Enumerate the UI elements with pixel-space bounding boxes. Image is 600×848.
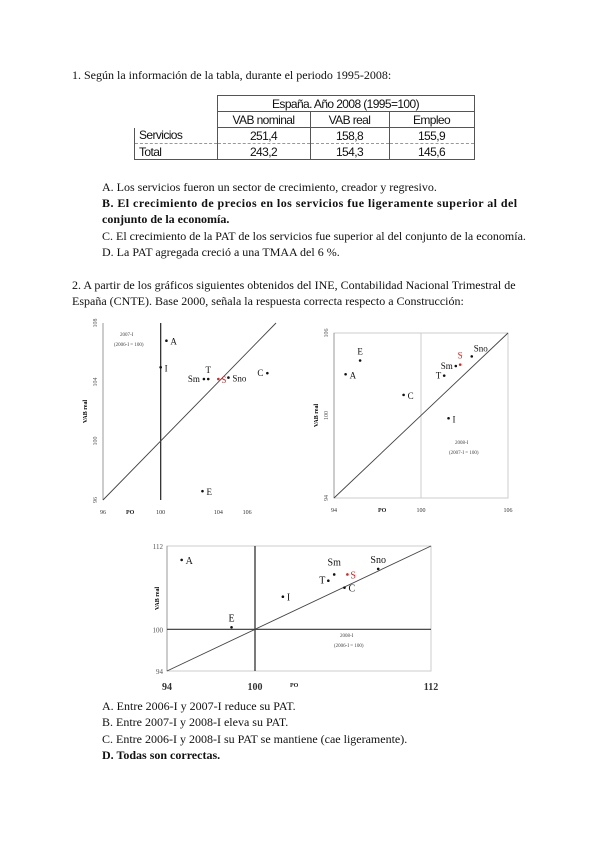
point-label-T: T — [205, 365, 211, 376]
row-label: Total — [135, 144, 218, 160]
cell: 158,8 — [310, 128, 389, 144]
data-point-A — [344, 373, 347, 376]
x-tick-label: 100 — [416, 508, 426, 514]
chart-period-label: 2008-I — [340, 634, 354, 639]
point-label-A: A — [170, 336, 177, 347]
point-label-S: S — [457, 350, 463, 361]
data-point-C — [266, 372, 269, 375]
data-point-Sno — [470, 355, 473, 358]
data-point-I — [159, 366, 162, 369]
point-label-A: A — [349, 370, 357, 381]
y-tick-label: 100 — [324, 411, 330, 420]
x-axis-label: PO — [378, 508, 387, 514]
q1-option-b-cont: conjunto de la economía. — [102, 212, 230, 226]
x-tick-label: 100 — [156, 510, 166, 516]
data-point-Sm — [203, 378, 206, 381]
point-label-Sno: Sno — [473, 343, 488, 354]
x-tick-label: 94 — [162, 682, 172, 693]
point-label-C: C — [257, 368, 264, 379]
q1-option-a: A. Los servicios fueron un sector de crecimiento, creador y regresivo. — [102, 180, 437, 194]
point-label-E: E — [228, 613, 235, 625]
data-point-Sno — [227, 376, 230, 379]
data-point-Sm — [333, 573, 336, 576]
y-tick-label: 100 — [93, 436, 99, 446]
data-point-E — [230, 626, 233, 629]
x-tick-label: 96 — [100, 510, 106, 516]
chart-base-label: (2006-I = 100) — [334, 644, 364, 649]
question-1: 1. Según la información de la tabla, durante el periodo 1995-2008: — [72, 68, 392, 82]
point-label-I: I — [452, 414, 456, 425]
q2-option-b: B. Entre 2007-I y 2008-I eleva su PAT. — [102, 715, 289, 729]
q2-option-d: D. Todas son correctas. — [102, 748, 221, 762]
y-tick-label: 106 — [324, 328, 330, 338]
row-label: Servicios — [135, 128, 218, 144]
data-point-S — [459, 363, 462, 366]
data-point-A — [165, 339, 168, 342]
y-tick-label: 112 — [152, 543, 163, 551]
point-label-A: A — [185, 555, 193, 567]
chart-period-label: 2007-I — [120, 333, 134, 338]
table-header: Empleo — [389, 112, 474, 128]
q2-option-a: A. Entre 2006-I y 2007-I reduce su PAT. — [102, 699, 296, 713]
x-tick-label: 106 — [503, 508, 513, 514]
diagonal-line — [167, 546, 431, 671]
q2-option-c: C. Entre 2006-I y 2008-I su PAT se mantiene (cae ligeramente). — [102, 732, 408, 746]
table-header: VAB real — [310, 112, 389, 128]
data-point-Sm — [455, 365, 458, 368]
data-point-I — [447, 417, 450, 420]
diagonal-line — [103, 323, 276, 500]
data-point-S — [346, 573, 349, 576]
y-axis-label: VAB real — [155, 586, 161, 611]
x-tick-label: 94 — [331, 508, 337, 514]
point-label-Sno: Sno — [370, 554, 386, 566]
data-point-T — [443, 374, 446, 377]
data-point-E — [359, 359, 362, 362]
q1-option-d: D. La PAT agregada creció a una TMAA del 6 %. — [102, 245, 340, 259]
point-label-C: C — [348, 583, 356, 595]
question-2-cont: España (CNTE). Base 2000, señala la respuesta correcta respecto a Construcción: — [72, 294, 464, 308]
x-axis-label: PO — [290, 683, 299, 689]
point-label-Sno: Sno — [232, 373, 247, 384]
cell: 243,2 — [217, 144, 310, 160]
x-tick-label: 106 — [242, 510, 252, 516]
cell: 251,4 — [217, 128, 310, 144]
data-point-T — [207, 378, 210, 381]
y-tick-label: 108 — [93, 318, 99, 328]
y-tick-label: 96 — [93, 497, 99, 503]
x-tick-label: 104 — [213, 510, 223, 516]
point-label-Sm: Sm — [187, 374, 200, 385]
point-label-C: C — [407, 390, 414, 401]
point-label-T: T — [435, 370, 442, 381]
data-point-Sno — [377, 568, 380, 571]
point-label-Sm: Sm — [440, 361, 453, 371]
cell: 145,6 — [389, 144, 474, 160]
table-title: España. Año 2008 (1995=100) — [217, 96, 474, 112]
point-label-S: S — [221, 375, 227, 386]
data-point-C — [402, 394, 405, 397]
y-tick-label: 104 — [93, 377, 99, 387]
data-point-C — [343, 586, 346, 589]
y-tick-label: 94 — [324, 495, 330, 501]
cell: 154,3 — [310, 144, 389, 160]
data-point-T — [327, 579, 330, 582]
data-point-I — [282, 595, 285, 598]
point-label-I: I — [164, 363, 168, 374]
x-axis-label: PO — [126, 510, 135, 516]
point-label-Sm: Sm — [327, 557, 341, 569]
point-label-T: T — [319, 575, 326, 587]
q1-option-c: C. El crecimiento de la PAT de los servicios fue superior al del conjunto de la economía. — [102, 229, 526, 243]
data-point-S — [217, 378, 220, 381]
y-tick-label: 94 — [156, 668, 163, 676]
q1-option-b: B. El crecimiento de precios en los servicios fue ligeramente superior al del — [102, 196, 518, 210]
x-tick-label: 100 — [247, 682, 263, 693]
chart-base-label: (2007-I = 100) — [449, 451, 479, 456]
chart-base-label: (2006-I = 100) — [114, 343, 144, 348]
y-axis-label: VAB real — [83, 399, 89, 424]
question-2: 2. A partir de los gráficos siguientes obtenidos del INE, Contabilidad Nacional Trimestral de — [72, 278, 516, 292]
point-label-E: E — [357, 346, 363, 357]
point-label-S: S — [350, 570, 356, 582]
y-tick-label: 100 — [152, 626, 163, 635]
chart-period-label: 2008-I — [455, 441, 469, 446]
point-label-I: I — [286, 592, 291, 604]
point-label-E: E — [206, 487, 212, 498]
x-tick-label: 112 — [423, 682, 439, 693]
data-point-E — [201, 490, 204, 493]
y-axis-label: VAB real — [314, 403, 320, 428]
cell: 155,9 — [389, 128, 474, 144]
table-header: VAB nominal — [217, 112, 310, 128]
data-point-A — [180, 559, 183, 562]
